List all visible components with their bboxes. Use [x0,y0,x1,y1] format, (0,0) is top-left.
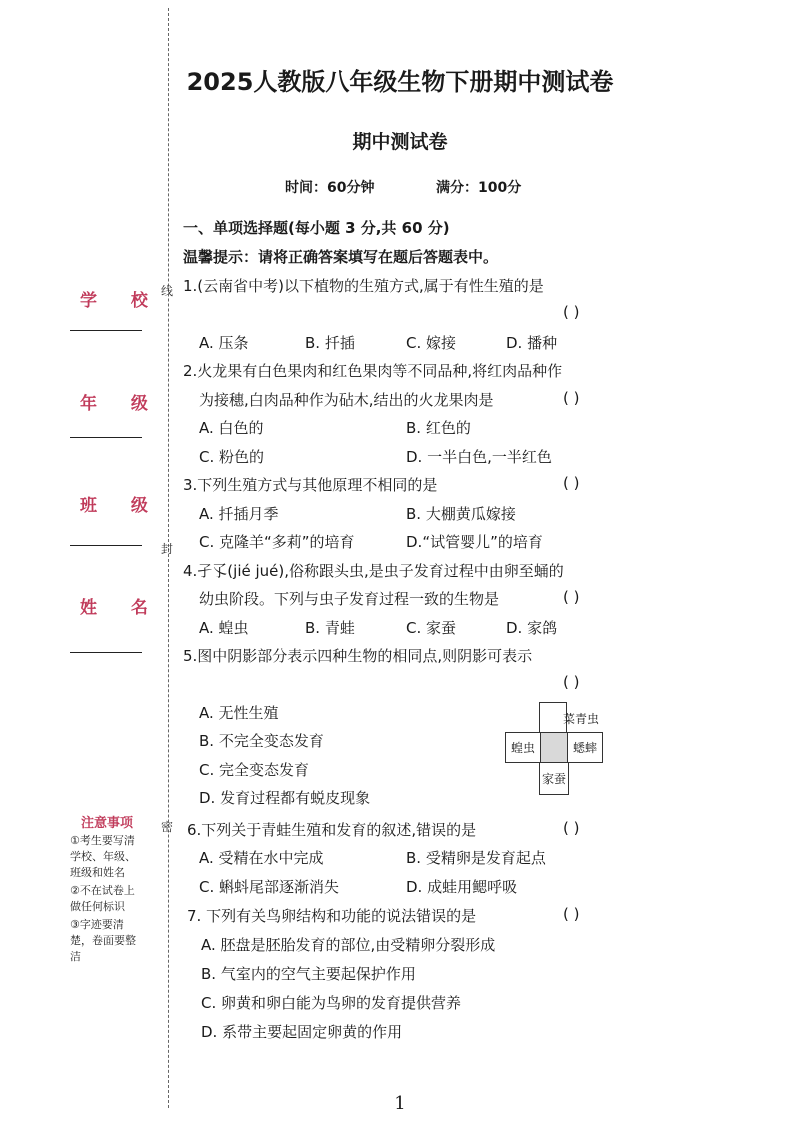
exam-time: 时间：60分钟 [285,180,375,196]
binding-mark-seal: 封 [161,542,174,556]
q2-option-c: C. 粉色的 [199,448,265,466]
diagram-label-cabbage-worm: 菜青虫 [563,712,600,726]
q2-stem-line2: 为接穗,白肉品种作为砧木,结出的火龙果肉是 [199,391,494,409]
q4-answer-paren: ( ) [563,588,580,606]
q3-option-b: B. 大棚黄瓜嫁接 [406,505,516,523]
q2-option-b: B. 红色的 [406,419,471,437]
binding-dashed-line [168,8,169,1108]
q3-answer-paren: ( ) [563,474,580,492]
q4-option-a: A. 蝗虫 [199,619,249,637]
q5-stem: 5.图中阴影部分表示四种生物的相同点,则阴影可表示 [183,647,533,665]
section-tip: 温馨提示：请将正确答案填写在题后答题表中。 [183,248,499,266]
grade-label: 年 级 [80,394,162,414]
page-subtitle: 期中测试卷 [352,131,448,153]
q7-option-a: A. 胚盘是胚胎发育的部位,由受精卵分裂形成 [201,936,496,954]
q1-option-d: D. 播种 [506,334,558,352]
page-number: 1 [394,1093,406,1114]
q3-option-c: C. 克隆羊“多莉”的培育 [199,533,355,551]
q4-option-d: D. 家鸽 [506,619,558,637]
q2-option-d: D. 一半白色,一半红色 [406,448,552,466]
name-label: 姓 名 [80,598,162,618]
q3-option-a: A. 扦插月季 [199,505,279,523]
q6-option-b: B. 受精卵是发育起点 [406,849,546,867]
q5-option-d: D. 发育过程都有蜕皮现象 [199,789,371,807]
q5-option-a: A. 无性生殖 [199,704,279,722]
binding-mark-line: 线 [161,284,174,298]
q7-option-c: C. 卵黄和卵白能为鸟卵的发育提供营养 [201,994,462,1012]
class-label: 班 级 [80,496,162,516]
q6-option-d: D. 成蛙用鳃呼吸 [406,878,518,896]
exam-score: 满分：100分 [436,180,522,196]
q7-answer-paren: ( ) [563,905,580,923]
q1-answer-paren: ( ) [563,303,580,321]
diagram-shaded-cell [540,732,568,763]
notice-box [70,812,144,1012]
q4-stem-line1: 4.孑孓(jié jué),俗称跟头虫,是虫子发育过程中由卵至蛹的 [183,562,564,580]
q5-option-b: B. 不完全变态发育 [199,732,324,750]
notice-item: ②不在试卷上做任何标识 [70,884,135,913]
diagram-bottom-cell: 家蚕 [539,762,569,795]
q4-option-c: C. 家蚕 [406,619,457,637]
q1-stem: 1.(云南省中考)以下植物的生殖方式,属于有性生殖的是 [183,277,544,295]
q3-stem: 3.下列生殖方式与其他原理不相同的是 [183,476,438,494]
q1-option-a: A. 压条 [199,334,249,352]
q6-answer-paren: ( ) [563,819,580,837]
page-title: 2025人教版八年级生物下册期中测试卷 [186,68,614,96]
q3-option-d: D.“试管婴儿”的培育 [406,533,543,551]
q4-option-b: B. 青蛙 [305,619,355,637]
q6-option-a: A. 受精在水中完成 [199,849,324,867]
diagram-right-cell: 蟋蟀 [567,732,603,763]
binding-mark-secret: 密 [161,820,174,834]
notice-title: 注意事项 [80,816,133,831]
school-line [70,330,142,331]
q5-option-c: C. 完全变态发育 [199,761,310,779]
grade-line [70,437,142,438]
diagram-left-cell: 蝗虫 [505,732,541,763]
notice-item: ③字迹要清楚，卷面要整洁 [70,918,136,963]
q4-stem-line2: 幼虫阶段。下列与虫子发育过程一致的生物是 [199,590,500,608]
q2-answer-paren: ( ) [563,389,580,407]
q2-option-a: A. 白色的 [199,419,264,437]
q7-option-b: B. 气室内的空气主要起保护作用 [201,965,416,983]
section-heading: 一、单项选择题(每小题 3 分,共 60 分) [183,219,450,237]
q1-option-c: C. 嫁接 [406,334,457,352]
q7-option-d: D. 系带主要起固定卵黄的作用 [201,1023,403,1041]
notice-item: ①考生要写清学校、年级、班级和姓名 [70,834,136,879]
q2-stem-line1: 2.火龙果有白色果肉和红色果肉等不同品种,将红肉品种作 [183,362,563,380]
q6-stem: 6.下列关于青蛙生殖和发育的叙述,错误的是 [187,821,477,839]
school-label: 学 校 [80,291,162,311]
name-line [70,652,142,653]
q6-option-c: C. 蝌蚪尾部逐渐消失 [199,878,340,896]
class-line [70,545,142,546]
q7-stem: 7. 下列有关鸟卵结构和功能的说法错误的是 [187,907,477,925]
q1-option-b: B. 扦插 [305,334,355,352]
q5-answer-paren: ( ) [563,673,580,691]
